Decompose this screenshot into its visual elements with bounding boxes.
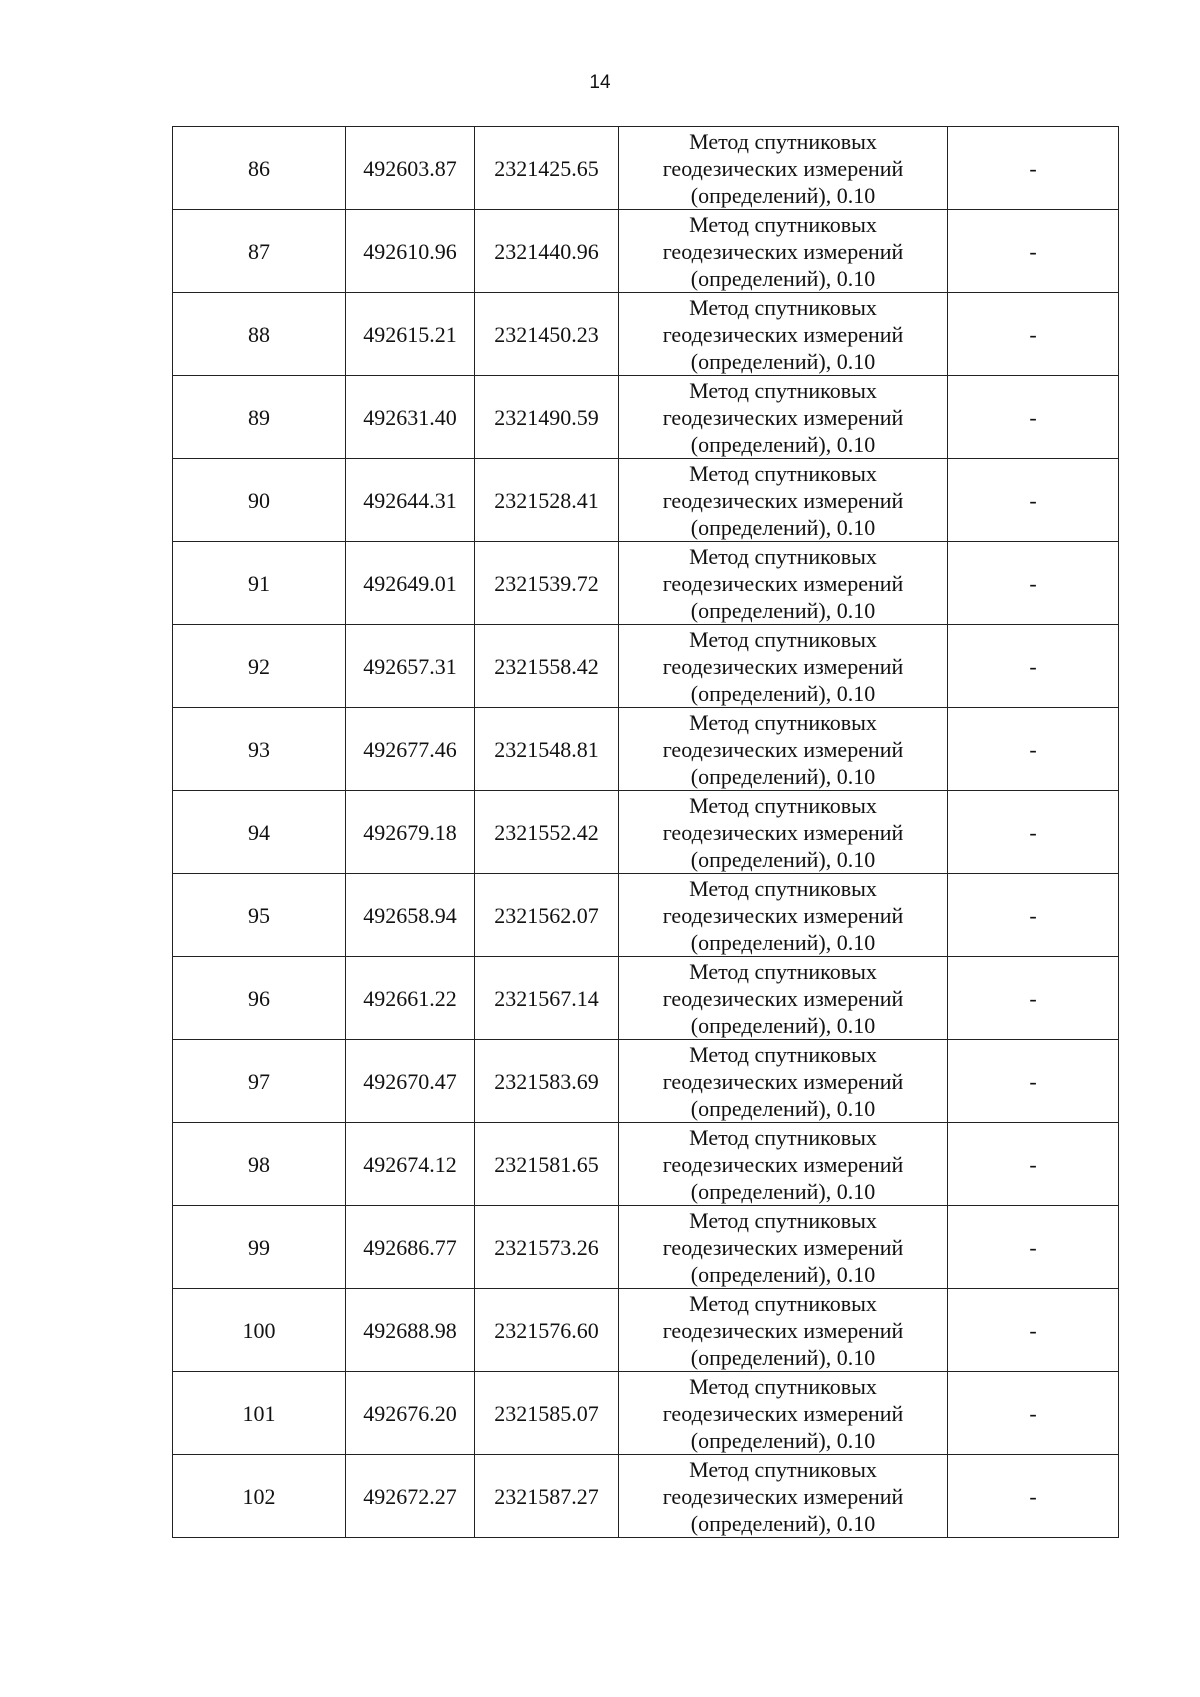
y-coordinate-cell: 2321562.07	[475, 874, 619, 957]
description-cell: -	[948, 1455, 1119, 1538]
table-row	[173, 625, 1119, 708]
method-cell	[619, 874, 948, 957]
x-coordinate-cell: 492603.87	[346, 127, 475, 210]
point-number-cell: 102	[173, 1455, 346, 1538]
method-line: Метод спутниковых	[689, 543, 877, 569]
method-line: геодезических измерений	[662, 819, 904, 845]
y-coordinate-cell: 2321425.65	[475, 127, 619, 210]
point-number-cell: 90	[173, 459, 346, 542]
method-line: (определений), 0.10	[690, 680, 876, 706]
point-number-cell: 91	[173, 542, 346, 625]
method-line: геодезических измерений	[662, 736, 904, 762]
table-row	[173, 1206, 1119, 1289]
x-coordinate-cell: 492649.01	[346, 542, 475, 625]
table-row	[173, 459, 1119, 542]
point-number-cell: 89	[173, 376, 346, 459]
method-cell	[619, 791, 948, 874]
method-line: (определений), 0.10	[690, 1178, 876, 1204]
method-cell	[619, 1372, 948, 1455]
method-cell	[619, 293, 948, 376]
point-number-cell: 87	[173, 210, 346, 293]
point-number-cell: 97	[173, 1040, 346, 1123]
x-coordinate-cell: 492679.18	[346, 791, 475, 874]
coordinates-table-body	[173, 127, 1119, 1538]
description-cell: -	[948, 127, 1119, 210]
method-line: (определений), 0.10	[690, 348, 876, 374]
method-line: геодезических измерений	[662, 1483, 904, 1509]
method-line: (определений), 0.10	[690, 846, 876, 872]
y-coordinate-cell: 2321583.69	[475, 1040, 619, 1123]
table-row	[173, 874, 1119, 957]
y-coordinate-cell: 2321581.65	[475, 1123, 619, 1206]
table-row	[173, 376, 1119, 459]
method-line: Метод спутниковых	[689, 875, 877, 901]
method-line: геодезических измерений	[662, 404, 904, 430]
table-row	[173, 708, 1119, 791]
table-row	[173, 1372, 1119, 1455]
description-cell: -	[948, 874, 1119, 957]
description-cell: -	[948, 1372, 1119, 1455]
method-line: (определений), 0.10	[690, 929, 876, 955]
point-number-cell: 94	[173, 791, 346, 874]
point-number-cell: 100	[173, 1289, 346, 1372]
table-row	[173, 542, 1119, 625]
method-cell	[619, 708, 948, 791]
method-line: геодезических измерений	[662, 653, 904, 679]
table-row	[173, 791, 1119, 874]
x-coordinate-cell: 492686.77	[346, 1206, 475, 1289]
method-line: геодезических измерений	[662, 1068, 904, 1094]
method-line: Метод спутниковых	[689, 958, 877, 984]
method-line: геодезических измерений	[662, 155, 904, 181]
method-line: Метод спутниковых	[689, 1373, 877, 1399]
x-coordinate-cell: 492672.27	[346, 1455, 475, 1538]
y-coordinate-cell: 2321573.26	[475, 1206, 619, 1289]
y-coordinate-cell: 2321548.81	[475, 708, 619, 791]
method-line: (определений), 0.10	[690, 431, 876, 457]
x-coordinate-cell: 492657.31	[346, 625, 475, 708]
point-number-cell: 92	[173, 625, 346, 708]
method-line: Метод спутниковых	[689, 626, 877, 652]
method-line: геодезических измерений	[662, 902, 904, 928]
y-coordinate-cell: 2321440.96	[475, 210, 619, 293]
x-coordinate-cell: 492658.94	[346, 874, 475, 957]
method-line: геодезических измерений	[662, 1400, 904, 1426]
x-coordinate-cell: 492631.40	[346, 376, 475, 459]
method-line: (определений), 0.10	[690, 182, 876, 208]
y-coordinate-cell: 2321539.72	[475, 542, 619, 625]
method-line: Метод спутниковых	[689, 460, 877, 486]
method-cell	[619, 1455, 948, 1538]
point-number-cell: 93	[173, 708, 346, 791]
table-row	[173, 127, 1119, 210]
y-coordinate-cell: 2321585.07	[475, 1372, 619, 1455]
description-cell: -	[948, 1289, 1119, 1372]
x-coordinate-cell: 492688.98	[346, 1289, 475, 1372]
description-cell: -	[948, 625, 1119, 708]
method-cell	[619, 210, 948, 293]
description-cell: -	[948, 376, 1119, 459]
method-line: (определений), 0.10	[690, 1344, 876, 1370]
method-line: Метод спутниковых	[689, 709, 877, 735]
description-cell: -	[948, 791, 1119, 874]
point-number-cell: 96	[173, 957, 346, 1040]
table-row	[173, 957, 1119, 1040]
method-cell	[619, 376, 948, 459]
y-coordinate-cell: 2321528.41	[475, 459, 619, 542]
description-cell: -	[948, 1206, 1119, 1289]
y-coordinate-cell: 2321450.23	[475, 293, 619, 376]
x-coordinate-cell: 492615.21	[346, 293, 475, 376]
method-line: геодезических измерений	[662, 487, 904, 513]
method-line: (определений), 0.10	[690, 1261, 876, 1287]
method-line: Метод спутниковых	[689, 128, 877, 154]
method-cell	[619, 459, 948, 542]
method-line: геодезических измерений	[662, 1317, 904, 1343]
method-line: Метод спутниковых	[689, 792, 877, 818]
y-coordinate-cell: 2321490.59	[475, 376, 619, 459]
method-line: Метод спутниковых	[689, 294, 877, 320]
x-coordinate-cell: 492676.20	[346, 1372, 475, 1455]
method-line: геодезических измерений	[662, 321, 904, 347]
method-line: Метод спутниковых	[689, 1124, 877, 1150]
method-line: (определений), 0.10	[690, 597, 876, 623]
method-line: (определений), 0.10	[690, 763, 876, 789]
method-line: Метод спутниковых	[689, 1041, 877, 1067]
table-row	[173, 1289, 1119, 1372]
description-cell: -	[948, 293, 1119, 376]
method-line: Метод спутниковых	[689, 1456, 877, 1482]
description-cell: -	[948, 459, 1119, 542]
description-cell: -	[948, 957, 1119, 1040]
x-coordinate-cell: 492644.31	[346, 459, 475, 542]
page-number: 14	[589, 72, 611, 93]
description-cell: -	[948, 542, 1119, 625]
x-coordinate-cell: 492677.46	[346, 708, 475, 791]
method-cell	[619, 127, 948, 210]
x-coordinate-cell: 492670.47	[346, 1040, 475, 1123]
method-line: (определений), 0.10	[690, 1012, 876, 1038]
description-cell: -	[948, 1040, 1119, 1123]
x-coordinate-cell: 492661.22	[346, 957, 475, 1040]
point-number-cell: 99	[173, 1206, 346, 1289]
point-number-cell: 98	[173, 1123, 346, 1206]
method-cell	[619, 1040, 948, 1123]
y-coordinate-cell: 2321558.42	[475, 625, 619, 708]
method-cell	[619, 957, 948, 1040]
method-cell	[619, 542, 948, 625]
point-number-cell: 95	[173, 874, 346, 957]
table-row	[173, 1455, 1119, 1538]
method-line: (определений), 0.10	[690, 514, 876, 540]
description-cell: -	[948, 210, 1119, 293]
method-line: (определений), 0.10	[690, 265, 876, 291]
method-line: геодезических измерений	[662, 1151, 904, 1177]
table-row	[173, 1040, 1119, 1123]
point-number-cell: 101	[173, 1372, 346, 1455]
method-line: (определений), 0.10	[690, 1095, 876, 1121]
coordinates-table	[172, 126, 1119, 1538]
method-line: Метод спутниковых	[689, 1290, 877, 1316]
point-number-cell: 88	[173, 293, 346, 376]
method-line: Метод спутниковых	[689, 377, 877, 403]
table-row	[173, 210, 1119, 293]
method-line: геодезических измерений	[662, 570, 904, 596]
method-cell	[619, 1206, 948, 1289]
x-coordinate-cell: 492674.12	[346, 1123, 475, 1206]
method-cell	[619, 1289, 948, 1372]
method-line: (определений), 0.10	[690, 1427, 876, 1453]
description-cell: -	[948, 1123, 1119, 1206]
y-coordinate-cell: 2321567.14	[475, 957, 619, 1040]
description-cell: -	[948, 708, 1119, 791]
method-line: Метод спутниковых	[689, 211, 877, 237]
y-coordinate-cell: 2321552.42	[475, 791, 619, 874]
method-line: (определений), 0.10	[690, 1510, 876, 1536]
table-row	[173, 1123, 1119, 1206]
method-line: геодезических измерений	[662, 985, 904, 1011]
method-cell	[619, 625, 948, 708]
method-line: геодезических измерений	[662, 1234, 904, 1260]
x-coordinate-cell: 492610.96	[346, 210, 475, 293]
method-line: геодезических измерений	[662, 238, 904, 264]
y-coordinate-cell: 2321576.60	[475, 1289, 619, 1372]
y-coordinate-cell: 2321587.27	[475, 1455, 619, 1538]
method-line: Метод спутниковых	[689, 1207, 877, 1233]
table-row	[173, 293, 1119, 376]
point-number-cell: 86	[173, 127, 346, 210]
method-cell	[619, 1123, 948, 1206]
